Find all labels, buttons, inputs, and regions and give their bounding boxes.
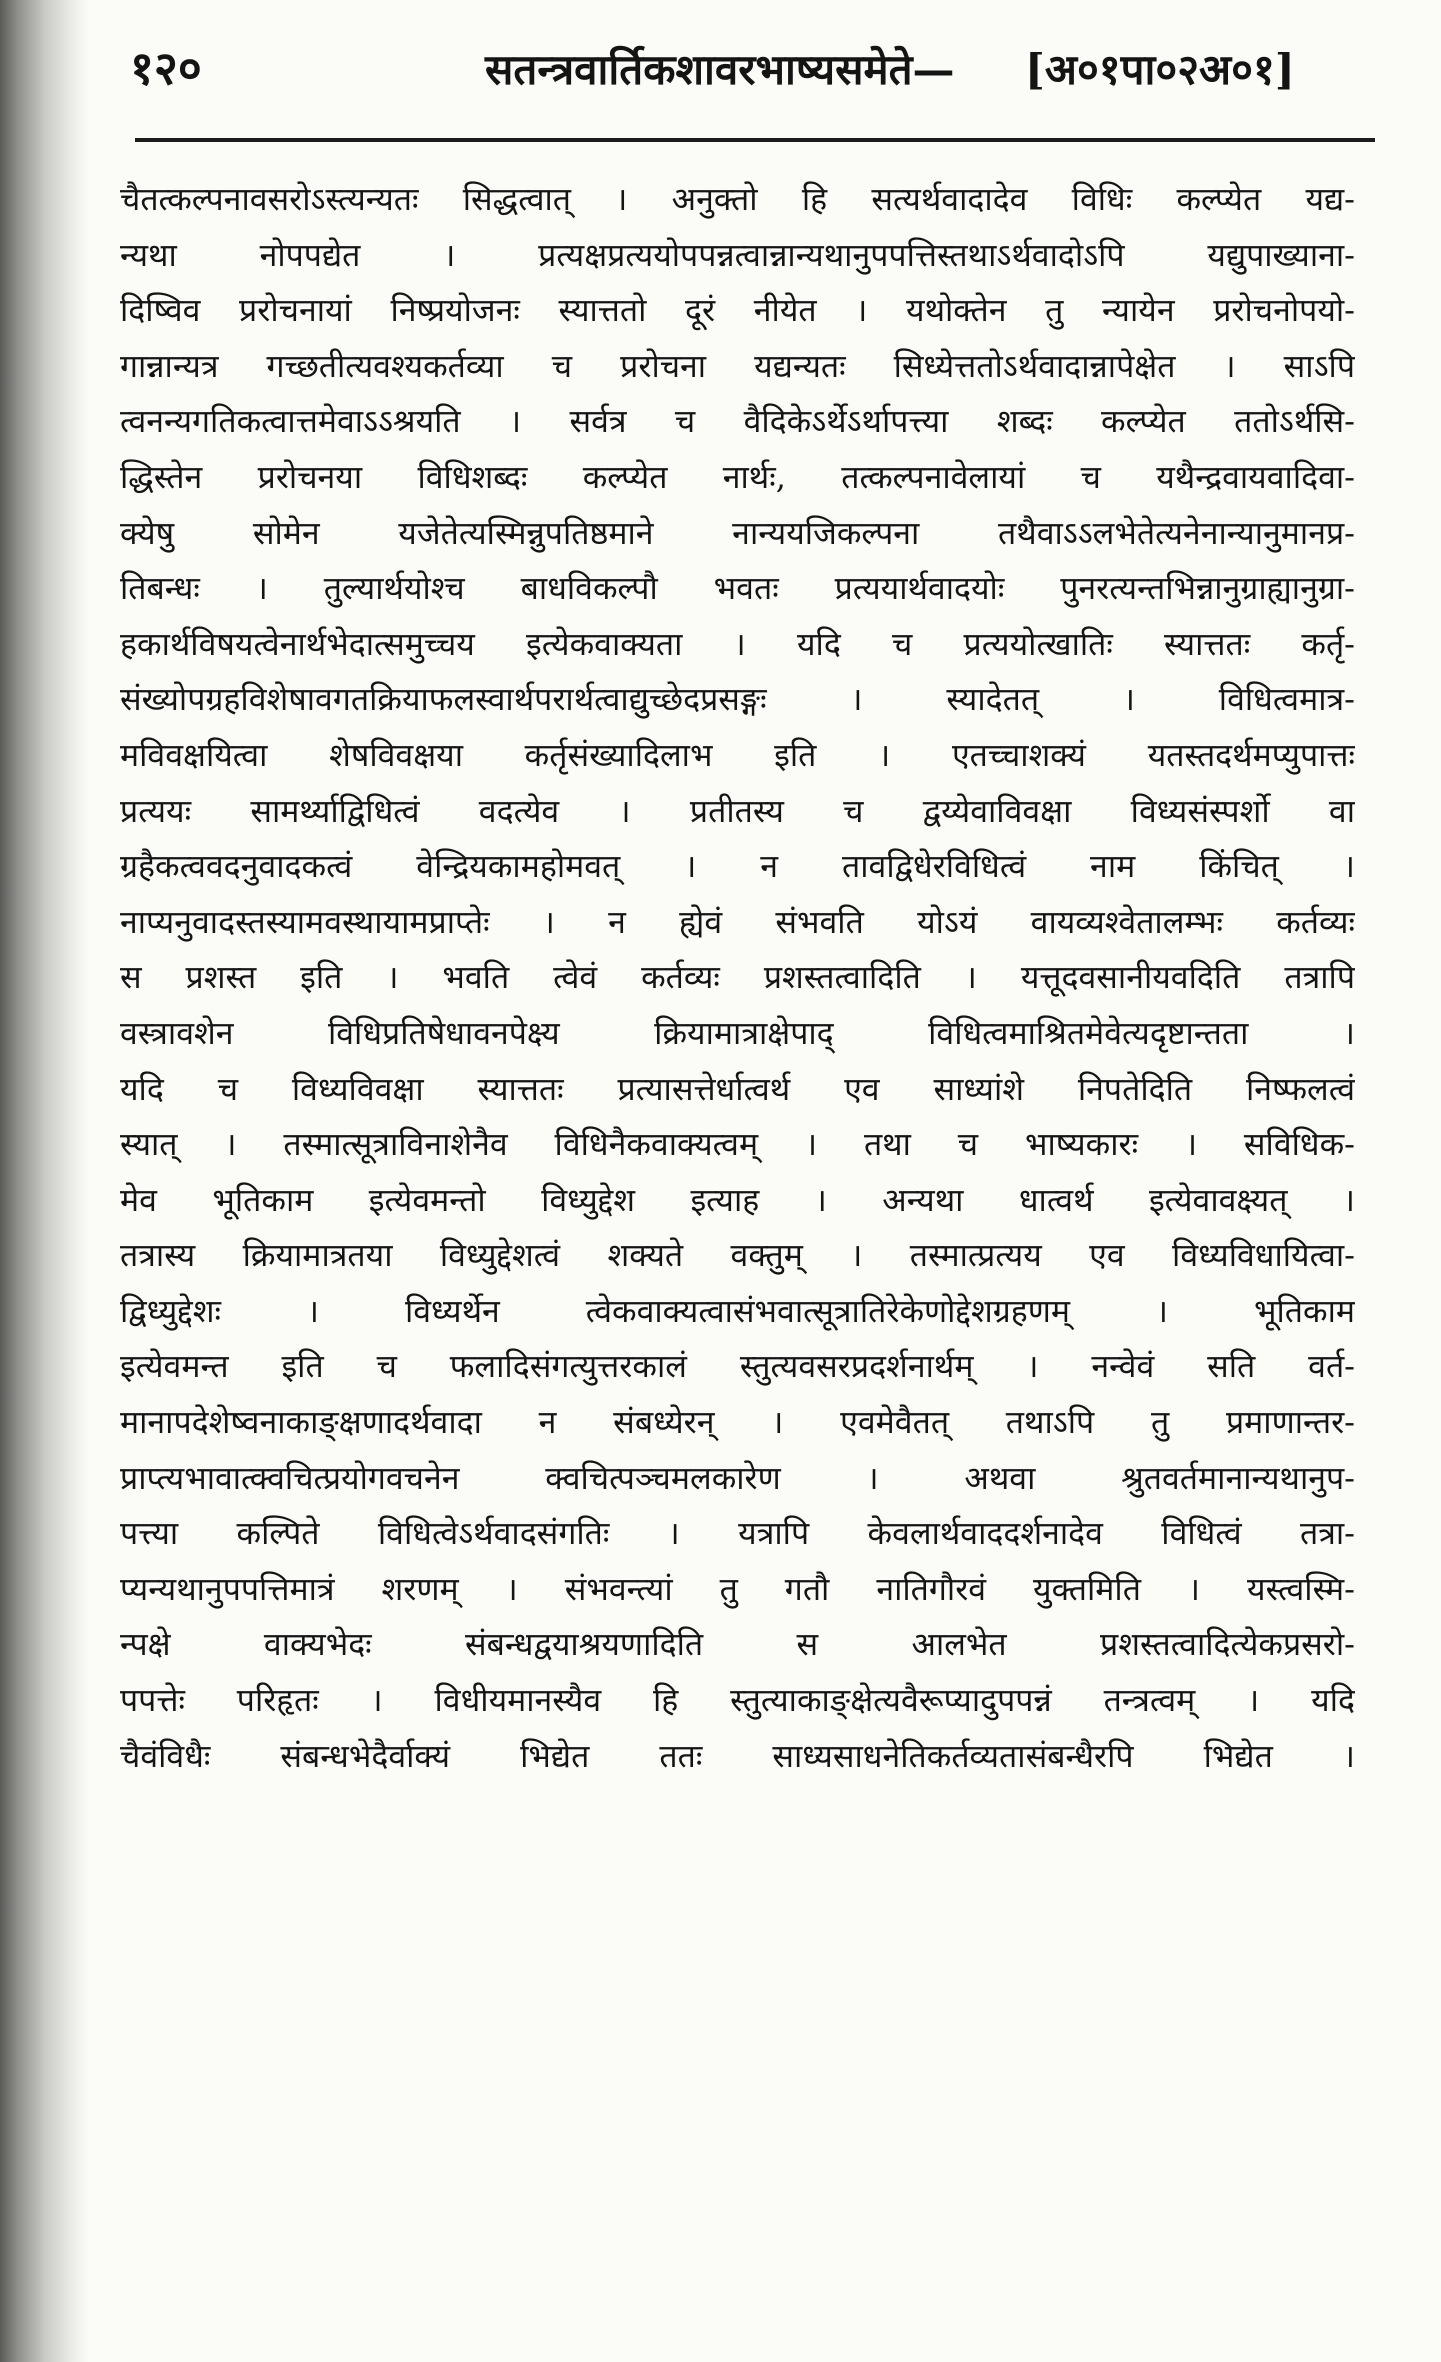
text-line: यदि च विध्यविवक्षा स्यात्ततः प्रत्यासत्तेर्धात्वर्थ एव साध्यांशे निपतेदिति निष्फलत्वं [120,1069,1355,1108]
text-line: प्यन्यथानुपपत्तिमात्रं शरणम् । संभवन्त्यां तु गतौ नातिगौरवं युक्तमिति । यस्त्वस्मि- [120,1569,1355,1608]
text-line: वस्त्रावशेन विधिप्रतिषेधावनपेक्ष्य क्रियामात्राक्षेपाद् विधित्वमाश्रितमेवेत्यदृष्टान्तता । [120,1013,1355,1052]
text-line: त्वनन्यगतिकत्वात्तमेवाऽऽश्रयति । सर्वत्र च वैदिकेऽर्थेऽर्थापत्त्या शब्दः कल्प्येत ततोऽर्थसि- [120,402,1355,441]
text-line: प्रत्ययः सामर्थ्याद्विधित्वं वदत्येव । प्रतीतस्य च द्वय्येवाविवक्षा विध्यसंस्पर्शो वा [120,791,1355,830]
text-line: पपत्तेः परिहृतः । विधीयमानस्यैव हि स्तुत्याकाङ्क्षेत्यवैरूप्यादुपपन्नं तन्त्रत्वम् । यदि [120,1681,1355,1720]
text-line: चैतत्कल्पनावसरोऽस्त्यन्यतः सिद्धत्वात् । अनुक्तो हि सत्यर्थवादादेव विधिः कल्प्येत यद्य- [120,180,1355,218]
text-line: चैवंविधैः संबन्धभेदैर्वाक्यं भिद्येत ततः साध्यसाधनेतिकर्तव्यतासंबन्धैरपि भिद्येत । [120,1736,1355,1775]
header-rule [135,138,1375,142]
text-line: न्यथा नोपपद्येत । प्रत्यक्षप्रत्ययोपपन्नत्वान्नान्यथानुपपत्तिस्तथाऽर्थवादोऽपि यद्युपाख्याना- [120,235,1355,274]
text-line: द्धिस्तेन प्ररोचनया विधिशब्दः कल्प्येत नार्थः, तत्कल्पनावेलायां च यथैन्द्रवायवादिवा- [120,457,1355,496]
text-line: संख्योपग्रहविशेषावगतक्रियाफलस्वार्थपरार्थत्वाद्युच्छेदप्रसङ्गः । स्यादेतत् । विधित्वमात्र- [120,680,1355,719]
text-line: न्पक्षे वाक्यभेदः संबन्धद्वयाश्रयणादिति स आलभेत प्रशस्तत्वादित्येकप्रसरो- [120,1625,1355,1664]
text-line: तिबन्धः । तुल्यार्थयोश्च बाधविकल्पौ भवतः प्रत्ययार्थवादयोः पुनरत्यन्तभिन्नानुग्राह्यानुग्रा- [120,569,1355,608]
text-line: द्विध्युद्देशः । विध्यर्थेन त्वेकवाक्यत्वासंभवात्सूत्रातिरेकेणोद्देशग्रहणम् । भूतिकाम [120,1291,1355,1330]
text-line: पत्त्या कल्पिते विधित्वेऽर्थवादसंगतिः । यत्रापि केवलार्थवाददर्शनादेव विधित्वं तत्रा- [120,1514,1355,1553]
running-title: सतन्त्रवार्तिकशावरभाष्यसमेते— [485,45,955,94]
text-line: मविवक्षयित्वा शेषविवक्षया कर्तृसंख्यादिलाभ इति । एतच्चाशक्यं यतस्तदर्थमप्युपात्तः [120,735,1355,774]
text-line: मानापदेशेष्वनाकाङ्क्षणादर्थवादा न संबध्येरन् । एवमेवैतत् तथाऽपि तु प्रमाणान्तर- [120,1403,1355,1442]
text-line: नाप्यनुवादस्तस्यामवस्थायामप्राप्तेः । न ह्येवं संभवति योऽयं वायव्यश्वेतालम्भः कर्तव्यः [120,902,1355,941]
text-line: दिष्विव प्ररोचनायां निष्प्रयोजनः स्यात्ततो दूरं नीयेत । यथोक्तेन तु न्यायेन प्ररोचनोपयो- [120,291,1355,330]
text-line: प्राप्त्यभावात्क्वचित्प्रयोगवचनेन क्वचित्पञ्चमलकारेण । अथवा श्रुतवर्तमानान्यथानुप- [120,1458,1355,1497]
body-text [120,172,1355,2342]
text-line: ग्रहैकत्ववदनुवादकत्वं वेन्द्रियकामहोमवत् । न तावद्विधेरविधित्वं नाम किंचित् । [120,847,1355,886]
text-line: गान्नान्यत्र गच्छतीत्यवश्यकर्तव्या च प्ररोचना यद्यन्यतः सिध्येत्ततोऽर्थवादान्नापेक्षेत । साऽपि [120,346,1355,385]
scan-gutter-shadow [0,0,90,2362]
page-header [120,28,1380,118]
page-number: १२० [130,41,202,95]
section-reference: [अ०१पा०२अ०१] [1025,45,1295,94]
text-line: इत्येवमन्त इति च फलादिसंगत्युत्तरकालं स्तुत्यवसरप्रदर्शनार्थम् । नन्वेवं सति वर्त- [120,1347,1355,1386]
text-line: स प्रशस्त इति । भवति त्वेवं कर्तव्यः प्रशस्तत्वादिति । यत्तूदवसानीयवदिति तत्रापि [120,958,1355,997]
text-line: मेव भूतिकाम इत्येवमन्तो विध्युद्देश इत्याह । अन्यथा धात्वर्थ इत्येवावक्ष्यत् । [120,1180,1355,1219]
text-line: हकार्थविषयत्वेनार्थभेदात्समुच्चय इत्येकवाक्यता । यदि च प्रत्ययोत्खातिः स्यात्ततः कर्तृ- [120,624,1355,663]
text-line: स्यात् । तस्मात्सूत्राविनाशेनैव विधिनैकवाक्यत्वम् । तथा च भाष्यकारः । सविधिक- [120,1125,1355,1164]
text-line: क्येषु सोमेन यजेतेत्यस्मिन्नुपतिष्ठमाने नान्ययजिकल्पना तथैवाऽऽलभेतेत्यनेनान्यानुमानप्र- [120,513,1355,552]
text-line: तत्रास्य क्रियामात्रतया विध्युद्देशत्वं शक्यते वक्तुम् । तस्मात्प्रत्यय एव विध्यविधायित्वा- [120,1236,1355,1275]
